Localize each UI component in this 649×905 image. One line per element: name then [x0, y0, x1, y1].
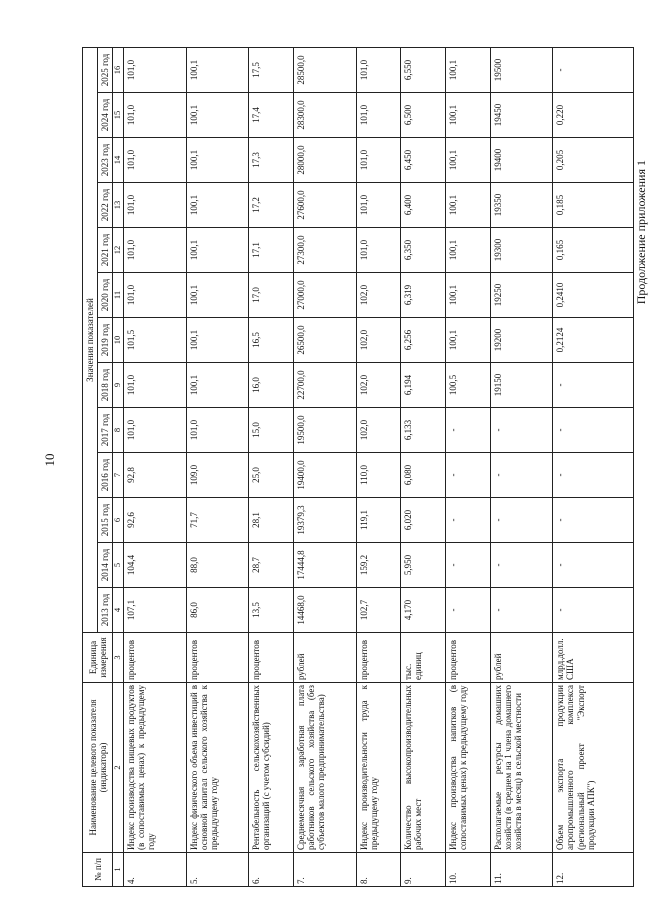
value-cell: 100,1 — [446, 93, 491, 138]
row-number: 11. — [490, 853, 553, 887]
indicator-name: Индекс производства пищевых продуктов (в сопоставимых ценах) к предыдущему году — [124, 683, 187, 853]
unit-cell: рублей — [490, 633, 553, 683]
value-cell: 100,1 — [446, 48, 491, 93]
value-cell: 28500,0 — [294, 48, 357, 93]
value-cell: - — [490, 408, 553, 453]
value-cell: 101,0 — [124, 273, 187, 318]
table-row — [186, 48, 249, 887]
value-cell: 4,170 — [401, 588, 446, 633]
value-cell: 17,3 — [249, 138, 294, 183]
head-year: 2025 год — [98, 48, 113, 93]
value-cell: 14468,0 — [294, 588, 357, 633]
value-cell: 102,0 — [356, 363, 401, 408]
value-cell: 110,0 — [356, 453, 401, 498]
value-cell: - — [490, 453, 553, 498]
table-row — [294, 48, 357, 887]
value-cell: 100,1 — [186, 273, 249, 318]
value-cell: 100,1 — [446, 318, 491, 363]
value-cell: 17,2 — [249, 183, 294, 228]
value-cell: 102,7 — [356, 588, 401, 633]
head-year: 2015 год — [98, 498, 113, 543]
value-cell: - — [446, 588, 491, 633]
row-number: 5. — [186, 853, 249, 887]
head-year: 2021 год — [98, 228, 113, 273]
value-cell: 101,0 — [356, 183, 401, 228]
value-cell: 0,185 — [553, 183, 634, 228]
value-cell: 100,1 — [186, 363, 249, 408]
column-numbers-row — [113, 48, 124, 887]
unit-cell: процентов — [249, 633, 294, 683]
value-cell: 101,0 — [124, 138, 187, 183]
head-year: 2016 год — [98, 453, 113, 498]
value-cell: 102,0 — [356, 318, 401, 363]
table-row — [249, 48, 294, 887]
value-cell: 101,0 — [356, 228, 401, 273]
value-cell: 6,133 — [401, 408, 446, 453]
table-row — [124, 48, 187, 887]
value-cell: 101,0 — [356, 93, 401, 138]
value-cell: - — [553, 453, 634, 498]
table-head-row — [83, 48, 98, 887]
value-cell: 159,2 — [356, 543, 401, 588]
value-cell: - — [553, 408, 634, 453]
value-cell: - — [553, 498, 634, 543]
column-number: 7 — [113, 453, 124, 498]
value-cell: 6,350 — [401, 228, 446, 273]
column-number: 11 — [113, 273, 124, 318]
value-cell: 28,1 — [249, 498, 294, 543]
value-cell: 27600,0 — [294, 183, 357, 228]
value-cell: 6,194 — [401, 363, 446, 408]
value-cell: - — [446, 543, 491, 588]
indicator-name: Располагаемые ресурсы домашних хозяйств (в среднем на 1 члена домашнего хозяйства в месяц) в сельской местности — [490, 683, 553, 853]
head-year: 2014 год — [98, 543, 113, 588]
column-number: 9 — [113, 363, 124, 408]
value-cell: 15,0 — [249, 408, 294, 453]
value-cell: 100,1 — [446, 228, 491, 273]
value-cell: 0,2410 — [553, 273, 634, 318]
row-number: 9. — [401, 853, 446, 887]
table-body — [124, 48, 634, 887]
indicator-name: Рентабельность сельскохозяйственных организаций (с учетом субсидий) — [249, 683, 294, 853]
value-cell: 17,4 — [249, 93, 294, 138]
value-cell: 26500,0 — [294, 318, 357, 363]
value-cell: 19500,0 — [294, 408, 357, 453]
value-cell: 100,1 — [446, 183, 491, 228]
value-cell: 19300 — [490, 228, 553, 273]
value-cell: 17,1 — [249, 228, 294, 273]
column-number: 13 — [113, 183, 124, 228]
head-unit: Единица измерения — [83, 633, 113, 683]
value-cell: 6,319 — [401, 273, 446, 318]
column-number: 8 — [113, 408, 124, 453]
value-cell: - — [553, 588, 634, 633]
value-cell: 19350 — [490, 183, 553, 228]
value-cell: 101,0 — [186, 408, 249, 453]
value-cell: 19450 — [490, 93, 553, 138]
value-cell: - — [446, 408, 491, 453]
head-name: Наименование целевого показателя (индикатора) — [83, 683, 113, 853]
value-cell: 6,080 — [401, 453, 446, 498]
value-cell: 17,0 — [249, 273, 294, 318]
column-number: 14 — [113, 138, 124, 183]
value-cell: 6,500 — [401, 93, 446, 138]
value-cell: 101,0 — [124, 93, 187, 138]
value-cell: 25,0 — [249, 453, 294, 498]
head-values-group: Значения показателей — [83, 48, 98, 633]
value-cell: 101,0 — [356, 138, 401, 183]
value-cell: 101,5 — [124, 318, 187, 363]
indicator-name: Объем экспорта продукции агропромышленного комплекса (региональный проект "Экспорт продукции АПК") — [553, 683, 634, 853]
value-cell: 109,0 — [186, 453, 249, 498]
value-cell: 0,220 — [553, 93, 634, 138]
value-cell: 22700,0 — [294, 363, 357, 408]
value-cell: 100,1 — [186, 138, 249, 183]
rotated-table-container — [82, 47, 634, 887]
value-cell: 102,0 — [356, 273, 401, 318]
value-cell: 16,5 — [249, 318, 294, 363]
value-cell: 101,0 — [124, 408, 187, 453]
column-number: 16 — [113, 48, 124, 93]
value-cell: 100,1 — [186, 183, 249, 228]
value-cell: 5,950 — [401, 543, 446, 588]
value-cell: - — [446, 453, 491, 498]
value-cell: 100,1 — [186, 228, 249, 273]
value-cell: - — [553, 48, 634, 93]
value-cell: 27000,0 — [294, 273, 357, 318]
head-year: 2024 год — [98, 93, 113, 138]
unit-cell: процентов — [186, 633, 249, 683]
head-num: № п/п — [83, 853, 113, 887]
value-cell: 0,165 — [553, 228, 634, 273]
indicators-table — [82, 47, 634, 887]
value-cell: 0,205 — [553, 138, 634, 183]
column-number: 2 — [113, 683, 124, 853]
value-cell: 6,450 — [401, 138, 446, 183]
value-cell: 104,4 — [124, 543, 187, 588]
value-cell: 6,256 — [401, 318, 446, 363]
column-number: 12 — [113, 228, 124, 273]
value-cell: - — [553, 363, 634, 408]
value-cell: 19500 — [490, 48, 553, 93]
column-number: 4 — [113, 588, 124, 633]
value-cell: 19379,3 — [294, 498, 357, 543]
column-number: 3 — [113, 633, 124, 683]
value-cell: 101,0 — [356, 48, 401, 93]
column-number: 5 — [113, 543, 124, 588]
row-number: 4. — [124, 853, 187, 887]
head-year: 2018 год — [98, 363, 113, 408]
indicator-name: Среднемесячная заработная плата работников сельского хозяйства (без субъектов малого предпринимательства) — [294, 683, 357, 853]
column-number: 10 — [113, 318, 124, 363]
value-cell: 101,0 — [124, 183, 187, 228]
head-year: 2023 год — [98, 138, 113, 183]
value-cell: - — [490, 543, 553, 588]
value-cell: 101,0 — [124, 228, 187, 273]
unit-cell: тыс. единиц — [401, 633, 446, 683]
value-cell: 28,7 — [249, 543, 294, 588]
value-cell: 92,8 — [124, 453, 187, 498]
value-cell: 100,1 — [186, 93, 249, 138]
indicator-name: Индекс производства напитков (в сопоставимых ценах) к предыдущему году — [446, 683, 491, 853]
value-cell: 6,400 — [401, 183, 446, 228]
page-number: 10 — [42, 453, 57, 467]
value-cell: 19400 — [490, 138, 553, 183]
value-cell: - — [446, 498, 491, 543]
value-cell: 27300,0 — [294, 228, 357, 273]
value-cell: 88,0 — [186, 543, 249, 588]
head-year: 2019 год — [98, 318, 113, 363]
value-cell: 17,5 — [249, 48, 294, 93]
appendix-continuation-header: Продолжение приложения 1 — [634, 160, 648, 305]
value-cell: - — [490, 588, 553, 633]
head-year: 2017 год — [98, 408, 113, 453]
indicator-name: Количество высокопроизводительных рабочих мест — [401, 683, 446, 853]
value-cell: 102,0 — [356, 408, 401, 453]
value-cell: 71,7 — [186, 498, 249, 543]
row-number: 8. — [356, 853, 401, 887]
value-cell: 0,2124 — [553, 318, 634, 363]
value-cell: 92,6 — [124, 498, 187, 543]
table-row — [356, 48, 401, 887]
value-cell: 101,0 — [124, 48, 187, 93]
value-cell: 119,1 — [356, 498, 401, 543]
value-cell: 101,0 — [124, 363, 187, 408]
value-cell: 100,1 — [186, 48, 249, 93]
indicator-name: Индекс физического объема инвестиций в основной капитал сельского хозяйства к предыдущему году — [186, 683, 249, 853]
value-cell: 6,020 — [401, 498, 446, 543]
value-cell: - — [553, 543, 634, 588]
value-cell: 28000,0 — [294, 138, 357, 183]
value-cell: 17444,8 — [294, 543, 357, 588]
indicator-name: Индекс производительности труда к предыдущему году — [356, 683, 401, 853]
value-cell: 13,5 — [249, 588, 294, 633]
value-cell: 100,1 — [186, 318, 249, 363]
unit-cell: процентов — [356, 633, 401, 683]
column-number: 6 — [113, 498, 124, 543]
head-year: 2020 год — [98, 273, 113, 318]
value-cell: 100,1 — [446, 138, 491, 183]
unit-cell: процентов — [124, 633, 187, 683]
value-cell: 16,0 — [249, 363, 294, 408]
value-cell: 19400,0 — [294, 453, 357, 498]
table-row — [401, 48, 446, 887]
unit-cell: процентов — [446, 633, 491, 683]
table-row — [553, 48, 634, 887]
value-cell: 28300,0 — [294, 93, 357, 138]
column-number: 15 — [113, 93, 124, 138]
value-cell: 19200 — [490, 318, 553, 363]
table-row — [446, 48, 491, 887]
value-cell: - — [490, 498, 553, 543]
value-cell: 100,5 — [446, 363, 491, 408]
value-cell: 19250 — [490, 273, 553, 318]
row-number: 10. — [446, 853, 491, 887]
unit-cell: млрд.долл. США — [553, 633, 634, 683]
column-number: 1 — [113, 853, 124, 887]
row-number: 6. — [249, 853, 294, 887]
table-row — [490, 48, 553, 887]
value-cell: 100,1 — [446, 273, 491, 318]
value-cell: 6,550 — [401, 48, 446, 93]
head-year: 2022 год — [98, 183, 113, 228]
unit-cell: рублей — [294, 633, 357, 683]
value-cell: 107,1 — [124, 588, 187, 633]
row-number: 12. — [553, 853, 634, 887]
value-cell: 86,0 — [186, 588, 249, 633]
head-year: 2013 год — [98, 588, 113, 633]
value-cell: 19150 — [490, 363, 553, 408]
row-number: 7. — [294, 853, 357, 887]
